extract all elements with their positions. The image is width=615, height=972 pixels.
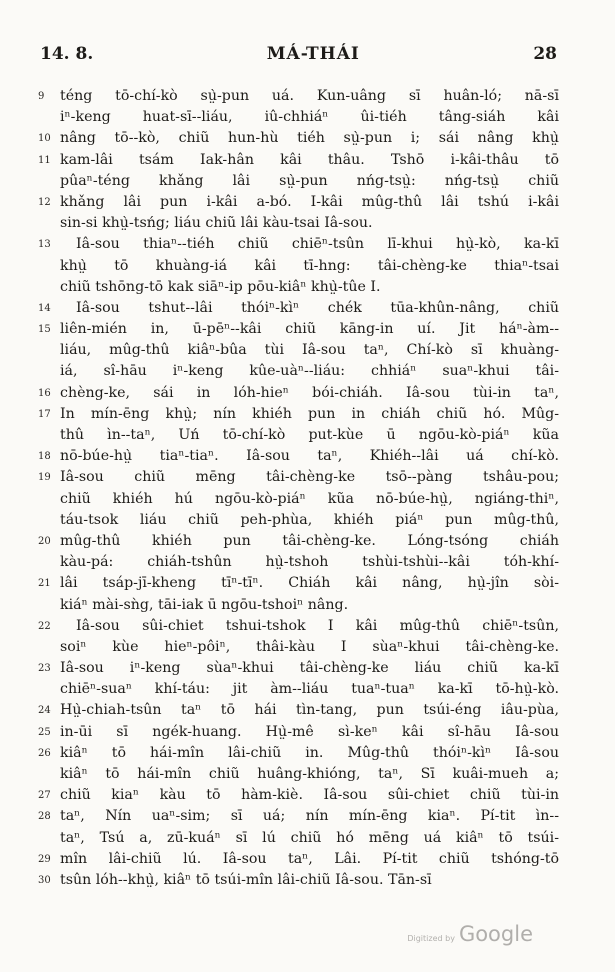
text-line — [38, 467, 559, 488]
verse-number: 24 — [38, 705, 51, 717]
text-line — [38, 171, 559, 192]
text-line — [38, 722, 559, 743]
verse-number: 16 — [38, 387, 51, 399]
line-text: khǎng lâi pun i-kâi a-bó. I-kâi mûg-thû lâi tshú i-kâi — [60, 193, 559, 210]
line-text: kiâⁿ tō hái-mîn lâi-chiũ in. Mûg-thû thóiⁿ-kìⁿ Iâ-sou — [60, 744, 559, 761]
line-text: kàu-pá: chiáh-tshûn hṳ̀-tshoh tshùi-tshùi--kâi tóh-khí- — [60, 554, 559, 571]
text-line — [38, 849, 559, 870]
text-line — [38, 383, 559, 404]
verse-number: 22 — [38, 620, 51, 632]
digitized-label: Digitized by — [407, 934, 455, 943]
line-text: nâng tō--kò, chiũ hun-hù tiéh sṳ̀-pun i; sái nâng khṳ̀ — [60, 130, 559, 147]
text-line — [38, 319, 559, 340]
text-line — [38, 700, 559, 721]
line-text: pûaⁿ-téng khǎng lâi sṳ̀-pun nńg-tsṳ̀: nńg-tsṳ̀ chiũ — [60, 172, 559, 189]
chapter-verse: 14. 8. — [40, 44, 94, 64]
line-text: táu-tsok liáu chiũ peh-phùa, khiéh piáⁿ pun mûg-thû, — [60, 511, 559, 528]
line-text: taⁿ, Tsú a, zū-kuáⁿ sī lú chiũ hó mēng uá kiâⁿ tō tsúi- — [60, 829, 559, 846]
verse-number: 13 — [38, 239, 51, 251]
verse-number: 21 — [38, 578, 51, 590]
line-text: chiũ khiéh hú ngōu-kò-piáⁿ kũa nō-búe-hṳ̀, ngiáng-thiⁿ, — [60, 490, 559, 507]
text-line — [38, 552, 559, 573]
line-text: chèng-ke, sái in lóh-hieⁿ bói-chiáh. Iâ-sou tùi-in taⁿ, — [60, 384, 559, 401]
verse-number: 9 — [38, 91, 45, 102]
text-line — [38, 785, 559, 806]
verse-number: 18 — [38, 451, 51, 463]
line-text: nō-búe-hṳ̀ tiaⁿ-tiaⁿ. Iâ-sou taⁿ, Khiéh--lâi uá chí-kò. — [60, 448, 559, 465]
text-line — [38, 764, 559, 785]
line-text: soiⁿ kùe hieⁿ-pôiⁿ, thâi-kàu I sùaⁿ-khui tâi-chèng-ke. — [60, 638, 559, 655]
text-line — [38, 595, 559, 616]
text-line — [38, 489, 559, 510]
line-text: Iâ-sou tshut--lâi thóiⁿ-kìⁿ chék tūa-khûn-nâng, chiũ — [76, 299, 559, 316]
line-text: In mín-ēng khṳ̀; nín khiéh pun in chiáh chiũ hó. Mûg- — [60, 405, 559, 422]
verse-number: 23 — [38, 663, 51, 675]
text-line — [38, 86, 559, 107]
line-text: mîn lâi-chiũ lú. Iâ-sou taⁿ, Lâi. Pí-tit chiũ tshóng-tō — [60, 850, 559, 867]
verse-number: 15 — [38, 324, 51, 336]
verse-number: 17 — [38, 408, 51, 420]
verse-number: 27 — [38, 790, 51, 802]
google-logo: Google — [458, 922, 533, 946]
page-header — [40, 44, 557, 64]
line-text: chiũ kiaⁿ kàu tō hàm-kiè. Iâ-sou sûi-chiet chiũ tùi-in — [60, 787, 559, 804]
verse-number: 14 — [38, 302, 51, 314]
text-line — [38, 256, 559, 277]
text-line — [38, 234, 559, 255]
text-line — [38, 404, 559, 425]
verse-number: 26 — [38, 747, 51, 759]
text-line — [38, 150, 559, 171]
line-text: chiũ tshōng-tō kak siāⁿ-ip pōu-kiâⁿ khṳ̀-tûe I. — [60, 278, 381, 295]
line-text: iⁿ-keng huat-sī--liáu, iû-chhiáⁿ ûi-tiéh tâng-siáh kâi — [60, 109, 559, 126]
line-text: sin-si khṳ̀-tsńg; liáu chiũ lâi kàu-tsai Iâ-sou. — [60, 215, 373, 232]
text-line — [38, 573, 559, 594]
line-text: tsûn lóh--khṳ̀, kiâⁿ tō tsúi-mîn lâi-chiũ Iâ-sou. Tān-sī — [60, 871, 432, 888]
verse-number: 28 — [38, 811, 51, 823]
line-text: liên-mién in, ū-pēⁿ--kâi chiũ kāng-in uí. Jit háⁿ-àm-- — [60, 321, 559, 338]
line-text: Iâ-sou thiaⁿ--tiéh chiũ chiēⁿ-tsûn lī-khui hṳ̀-kò, ka-kī — [76, 236, 559, 253]
text-line — [38, 510, 559, 531]
line-text: téng tō-chí-kò sṳ̀-pun uá. Kun-uâng sī huân-ló; nā-sī — [60, 88, 559, 104]
text-line — [38, 361, 559, 382]
verse-number: 11 — [38, 154, 51, 166]
verse-number: 19 — [38, 472, 51, 484]
text-line — [38, 828, 559, 849]
text-line — [38, 425, 559, 446]
line-text: Iâ-sou chiũ mēng tâi-chèng-ke tsō--pàng tshâu-pou; — [60, 469, 559, 486]
verse-number: 20 — [38, 535, 51, 547]
verse-number: 10 — [38, 133, 51, 145]
line-text: kiáⁿ mài-sǹg, tāi-iak ū ngōu-tshoiⁿ nâng. — [60, 596, 349, 613]
verse-text — [38, 86, 559, 891]
digitized-watermark — [407, 922, 533, 946]
text-line — [38, 637, 559, 658]
text-line — [38, 340, 559, 361]
line-text: kiâⁿ tō hái-mîn chiũ huâng-khióng, taⁿ, Sī kuâi-mueh a; — [60, 766, 559, 782]
text-line — [38, 128, 559, 149]
book-title: MÁ-THÁI — [266, 44, 360, 64]
text-line — [38, 870, 559, 891]
verse-number: 29 — [38, 853, 51, 865]
line-text: Iâ-sou iⁿ-keng sùaⁿ-khui tâi-chèng-ke liáu chiũ ka-kī — [60, 660, 559, 677]
text-line — [38, 277, 559, 298]
text-line — [38, 679, 559, 700]
text-line — [38, 213, 559, 234]
line-text: lâi tsáp-jī-kheng tīⁿ-tīⁿ. Chiáh kâi nâng, hṳ̀-jîn sòi- — [60, 575, 559, 592]
line-text: thû ìn--taⁿ, Uń tō-chí-kò put-kùe ū ngōu-kò-piáⁿ kũa — [60, 427, 559, 443]
line-text: kam-lâi tsám Iak-hân kâi thâu. Tshō i-kâi-thâu tō — [60, 151, 559, 168]
page-number: 28 — [533, 44, 557, 64]
verse-number: 25 — [38, 726, 51, 738]
line-text: iá, sî-hāu iⁿ-keng kûe-uàⁿ--liáu: chhiáⁿ suaⁿ-khui tâi- — [60, 363, 559, 380]
text-line — [38, 658, 559, 679]
text-line — [38, 107, 559, 128]
line-text: in-ūi sī ngék-huang. Hṳ̀-mê sì-keⁿ kâi sî-hāu Iâ-sou — [60, 723, 559, 740]
line-text: liáu, mûg-thû kiâⁿ-bûa tùi Iâ-sou taⁿ, Chí-kò sī khuàng- — [60, 342, 559, 359]
text-line — [38, 298, 559, 319]
text-line — [38, 192, 559, 213]
line-text: chiēⁿ-suaⁿ khí-táu: jit àm--liáu tuaⁿ-tuaⁿ ka-kī tō-hṳ̀-kò. — [60, 681, 559, 698]
text-line — [38, 616, 559, 637]
line-text: Hṳ̀-chiah-tsûn taⁿ tō hái tìn-tang, pun tsúi-éng iâu-pùa, — [60, 702, 559, 719]
line-text: Iâ-sou sûi-chiet tshui-tshok I kâi mûg-thû chiēⁿ-tsûn, — [76, 617, 559, 634]
line-text: taⁿ, Nín uaⁿ-sim; sī uá; nín mín-ēng kiaⁿ. Pí-tit ìn-- — [60, 808, 559, 825]
line-text: khṳ̀ tō khuàng-iá kâi tī-hng: tâi-chèng-ke thiaⁿ-tsai — [60, 257, 559, 274]
verse-number: 12 — [38, 196, 51, 208]
text-line — [38, 743, 559, 764]
text-line — [38, 806, 559, 827]
verse-number: 30 — [38, 874, 51, 886]
text-line — [38, 531, 559, 552]
text-line — [38, 446, 559, 467]
line-text: mûg-thû khiéh pun tâi-chèng-ke. Lóng-tsóng chiáh — [60, 532, 559, 549]
